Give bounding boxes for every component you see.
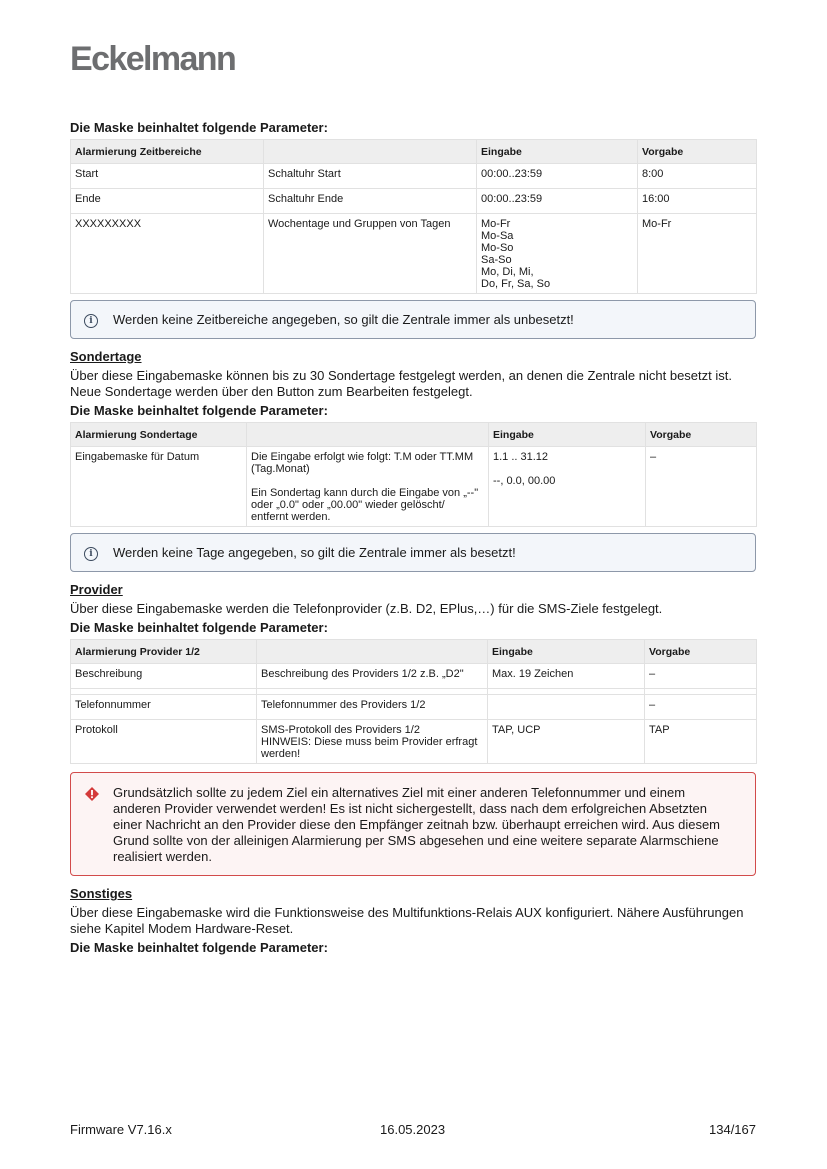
- page-content: [70, 120, 756, 959]
- footer-firmware: Firmware V7.16.x: [70, 1122, 172, 1137]
- warning-notice-provider: [70, 772, 756, 876]
- table-cell: Beschreibung: [71, 664, 257, 689]
- table-header: Vorgabe: [638, 140, 757, 164]
- table-cell: Start: [71, 164, 264, 189]
- table-row: [71, 720, 757, 764]
- table-cell: Telefonnummer des Providers 1/2: [257, 695, 488, 720]
- table-cell: 8:00: [638, 164, 757, 189]
- warning-text: Grundsätzlich sollte zu jedem Ziel ein alternatives Ziel mit einer anderen Telefonnummer und einem anderen Provider verwendet werden! Es ist nicht sichergestellt, dass nach dem erfolgreichen Absetzten einer Nachricht an den Provider diese den Empfänger zeitnah bzw. überhaupt erreichen wird. Aus diesem Grund sollte von der alleinigen Alarmierung per SMS abgesehen und eine weitere separate Alarmschiene realisiert werden.: [113, 785, 721, 864]
- section-text-sondertage: Über diese Eingabemaske können bis zu 30 Sondertage festgelegt werden, an denen die Zentrale nicht besetzt ist. Neue Sondertage werden über den Button zum Bearbeiten festgelegt.: [70, 368, 732, 399]
- mask-heading-sonstiges: Die Maske beinhaltet folgende Parameter:: [70, 940, 328, 955]
- table-cell: SMS-Protokoll des Providers 1/2 HINWEIS: Diese muss beim Provider erfragt werden!: [257, 720, 488, 764]
- table-cell: 00:00..23:59: [477, 189, 638, 214]
- table-cell: Ende: [71, 189, 264, 214]
- table-header: [264, 140, 477, 164]
- table-cell: 00:00..23:59: [477, 164, 638, 189]
- table-header-row: [71, 640, 757, 664]
- info-icon: i: [84, 314, 98, 328]
- table-row: [71, 447, 757, 527]
- table-header: [247, 423, 489, 447]
- table-header: Alarmierung Sondertage: [71, 423, 247, 447]
- table-cell: TAP, UCP: [488, 720, 645, 764]
- mask-heading-provider: Die Maske beinhaltet folgende Parameter:: [70, 620, 328, 635]
- table-header: Eingabe: [489, 423, 646, 447]
- section-text-provider: Über diese Eingabemaske werden die Telefonprovider (z.B. D2, EPlus,…) für die SMS-Ziele festgelegt.: [70, 601, 663, 616]
- table-cell: Telefonnummer: [71, 695, 257, 720]
- table-alarmierung-sondertage: [70, 422, 757, 527]
- table-alarmierung-zeitbereiche: [70, 139, 757, 294]
- table-cell: –: [645, 695, 757, 720]
- table-cell: Eingabemaske für Datum: [71, 447, 247, 527]
- mask-heading-sondertage: Die Maske beinhaltet folgende Parameter:: [70, 403, 328, 418]
- table-cell: 1.1 .. 31.12 --, 0.0, 00.00: [489, 447, 646, 527]
- table-header: Vorgabe: [645, 640, 757, 664]
- warning-diamond-icon: [85, 787, 99, 801]
- footer-page-number: 134/167: [709, 1122, 756, 1137]
- table-header: [257, 640, 488, 664]
- table-cell: TAP: [645, 720, 757, 764]
- eckelmann-logo: Eckelmann: [70, 40, 236, 78]
- section-title-provider: Provider: [70, 582, 123, 597]
- table-cell: Die Eingabe erfolgt wie folgt: T.M oder TT.MM (Tag.Monat) Ein Sondertag kann durch die Eingabe von „--" oder „0.0" oder „00.00" wieder gelöscht/ entfernt werden.: [247, 447, 489, 527]
- table-header: Eingabe: [477, 140, 638, 164]
- table-row: [71, 164, 757, 189]
- table-cell: XXXXXXXXX: [71, 214, 264, 294]
- table-cell: Mo-Fr: [638, 214, 757, 294]
- table-row: [71, 695, 757, 720]
- table-row: [71, 214, 757, 294]
- table-cell: Schaltuhr Ende: [264, 189, 477, 214]
- table-cell: Max. 19 Zeichen: [488, 664, 645, 689]
- info-icon: i: [84, 547, 98, 561]
- table-header-row: [71, 140, 757, 164]
- table-header: Alarmierung Provider 1/2: [71, 640, 257, 664]
- table-cell: Beschreibung des Providers 1/2 z.B. „D2": [257, 664, 488, 689]
- table-header: Vorgabe: [646, 423, 757, 447]
- table-cell: 16:00: [638, 189, 757, 214]
- section-text-sonstiges: Über diese Eingabemaske wird die Funktionsweise des Multifunktions-Relais AUX konfiguriert. Nähere Ausführungen siehe Kapitel Modem Hardware-Reset.: [70, 905, 744, 936]
- table-cell: [488, 695, 645, 720]
- table-row: [71, 189, 757, 214]
- table-cell: Schaltuhr Start: [264, 164, 477, 189]
- info-notice-sondertage: [70, 533, 756, 572]
- footer-date: 16.05.2023: [380, 1122, 446, 1137]
- table-cell: Mo-Fr Mo-Sa Mo-So Sa-So Mo, Di, Mi, Do, Fr, Sa, So: [477, 214, 638, 294]
- table-header-row: [71, 423, 757, 447]
- table-alarmierung-provider: [70, 639, 757, 764]
- table-cell: –: [645, 664, 757, 689]
- table-header: Alarmierung Zeitbereiche: [71, 140, 264, 164]
- section-title-sonstiges: Sonstiges: [70, 886, 133, 901]
- table-header: Eingabe: [488, 640, 645, 664]
- notice-text: Werden keine Zeitbereiche angegeben, so gilt die Zentrale immer als unbesetzt!: [113, 312, 574, 327]
- info-notice-zeitbereiche: [70, 300, 756, 339]
- table-cell: –: [646, 447, 757, 527]
- table-cell: Protokoll: [71, 720, 257, 764]
- mask-heading-zeitbereiche: Die Maske beinhaltet folgende Parameter:: [70, 120, 328, 135]
- section-title-sondertage: Sondertage: [70, 349, 142, 364]
- notice-text: Werden keine Tage angegeben, so gilt die Zentrale immer als besetzt!: [113, 545, 516, 560]
- table-row: [71, 664, 757, 689]
- table-cell: Wochentage und Gruppen von Tagen: [264, 214, 477, 294]
